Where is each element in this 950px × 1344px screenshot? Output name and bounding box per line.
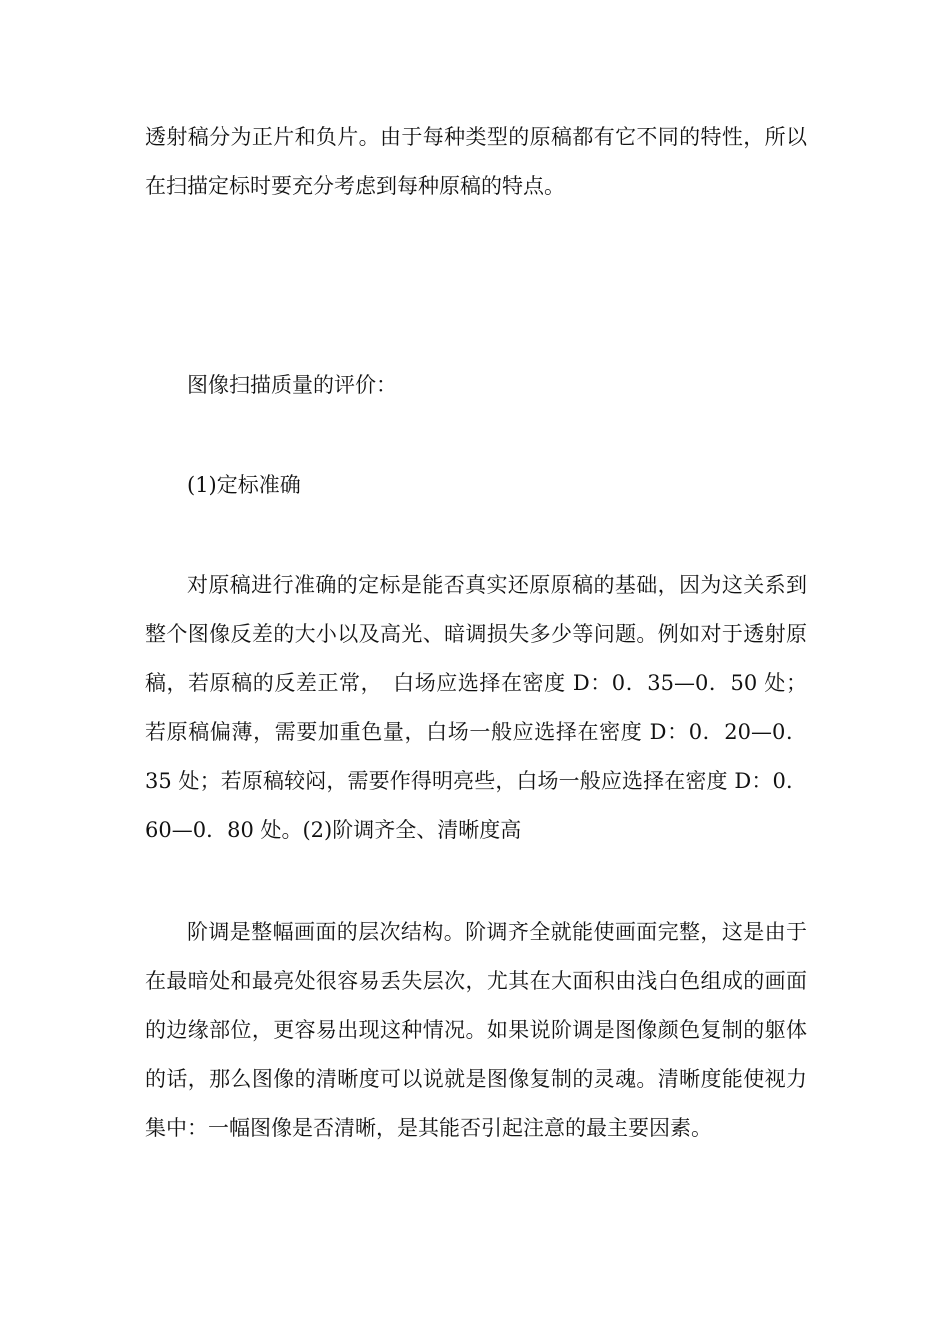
paragraph-tone-and-sharpness: 阶调是整幅画面的层次结构。阶调齐全就能使画面完整，这是由于在最暗处和最亮处很容易丢失层次，尤其在大面积由浅白色组成的画面的边缘部位，更容易出现这种情况。如果说阶调是图像颜色复制的躯体的话，那么图像的清晰度可以说就是图像复制的灵魂。清晰度能使视力集中：一幅图像是否清晰，是其能否引起注意的最主要因素。: [145, 920, 807, 1140]
section-heading-scan-quality: 图像扫描质量的评价：: [187, 373, 397, 397]
paragraph-transmission-originals: 透射稿分为正片和负片。由于每种类型的原稿都有它不同的特性，所以在扫描定标时要充分考虑到每种原稿的特点。: [145, 125, 807, 198]
paragraph-calibration-details: 对原稿进行准确的定标是能否真实还原原稿的基础，因为这关系到整个图像反差的大小以及高光、暗调损失多少等问题。例如对于透射原稿，若原稿的反差正常， 白场应选择在密度 D：0．35—0．50 处；若原稿偏薄，需要加重色量，白场一般应选择在密度 D：0．20—0．35 处；若原稿较闷，需要作得明亮些，白场一般应选择在密度 D：0．60—0．80 处。(2)阶调齐全、清晰度高: [145, 573, 808, 842]
subheading-calibration: (1)定标准确: [187, 473, 301, 497]
